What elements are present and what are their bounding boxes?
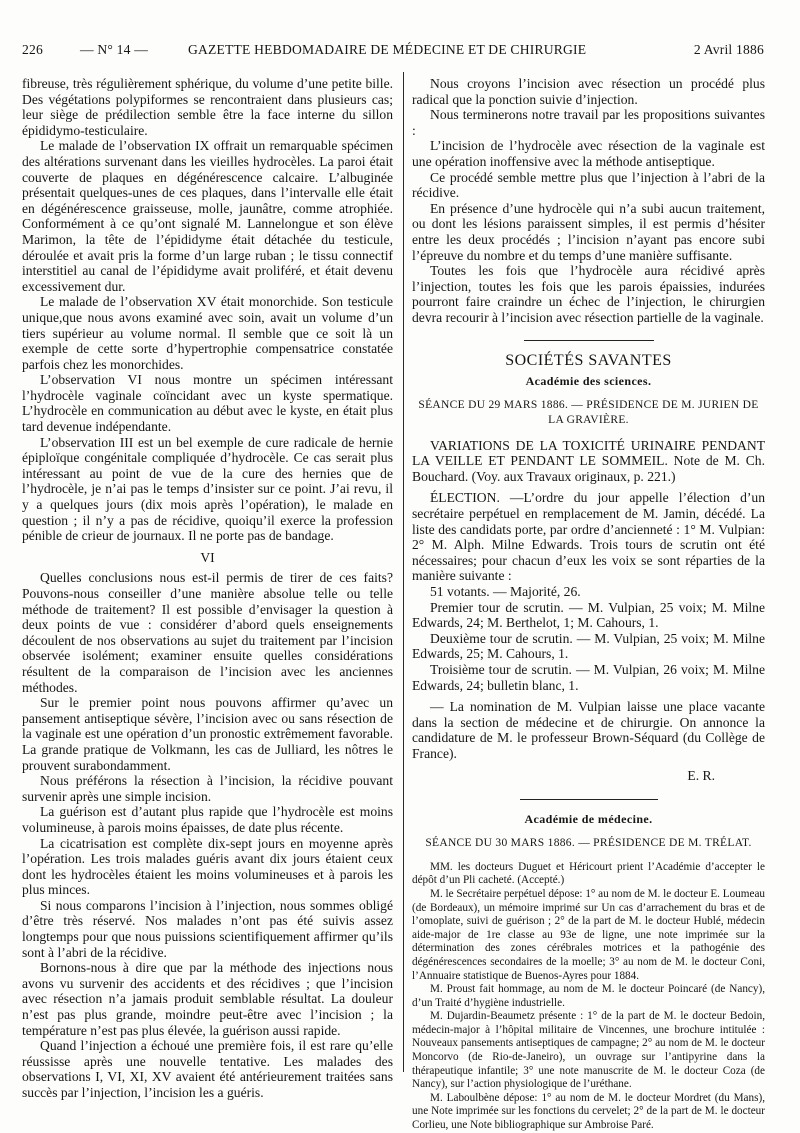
section-separator [524, 340, 654, 341]
paragraph: VARIATIONS DE LA TOXICITÉ URINAIRE PENDANT LA VEILLE ET PENDANT LE SOMMEIL. Note de M. Ch. Bouchard. (Voy. aux Travaux originaux, p. 221.) [412, 437, 765, 484]
paragraph: M. le Secrétaire perpétuel dépose: 1° au nom de M. le docteur E. Loumeau (de Bordeaux), un mémoire imprimé sur Un cas d’arrachement du bras et de l’omoplate, suivi de guérison ; 2° de la part de M. le docteur Hublé, médecin aide-major de 1re classe au 93e de ligne, une note imprimée sur la détermination des zones cérébrales motrices et la pathogénie des dégénérescences secondaires de la moelle; 3° au nom de M. le docteur Coni, l’Annuaire statistique de Buenos-Ayres pour 1884. [412, 887, 766, 982]
paragraph: fibreuse, très régulièrement sphérique, du volume d’une petite bille. Des végétations polypiformes se rencontraient dans plusieurs cas; leur siège de prédilection semble être la face interne du sillon épididymo-testiculaire. [22, 76, 393, 138]
page-header [22, 42, 764, 66]
page-number: 226 [22, 42, 43, 57]
column-divider [403, 72, 404, 1072]
signature: E. R. [687, 767, 715, 783]
journal-title: GAZETTE HEBDOMADAIRE DE MÉDECINE ET DE CHIRURGIE [188, 42, 587, 57]
paragraph: Nous préférons la résection à l’incision, la récidive pouvant survenir après une simple incision. [22, 773, 393, 804]
paragraph: Le malade de l’observation IX offrait un remarquable spécimen des altérations survenant dans les vieilles hydrocèles. La paroi était couverte de plaques en dégénérescence calcaire. L’albuginée présentait quelques-unes de ces plaques, dans l’intervalle elle était en dégénérescence graisseuse, molle, jaunâtre, comme atrophiée. Conformément à ce qu’ont signalé M. Lannelongue et son élève Marimon, la tête de l’épididyme était détachée du testicule, déroulée et avait pris la forme d’un large ruban ; le tissu connectif interstitiel au canal de l’épididyme avait proliféré, et était devenu excessivement dur. [22, 138, 393, 294]
right-column [412, 76, 765, 1133]
paragraph: Bornons-nous à dire que par la méthode des injections nous avons vu survenir des accidents et des récidives ; que l’incision avec résection n’a jamais produit semblable résultat. La douleur n’est pas plus grande, moindre peut-être avec l’incision ; la température n’est pas plus élevée, la guérison aussi rapide. [22, 960, 393, 1038]
paragraph: Quelles conclusions nous est-il permis de tirer de ces faits? Pouvons-nous conseiller d’une manière absolue telle ou telle méthode de traitement? Il est possible d’envisager la question à deux points de vue : considérer d’abord quels enseignements découlent de nos observations au sujet du traitement par l’incision observée isolément; examiner ensuite quelles considérations résultent de la comparaison de l’incision avec les anciennes méthodes. [22, 570, 393, 695]
paragraph: Ce procédé semble mettre plus que l’injection à l’abri de la récidive. [412, 169, 765, 201]
section-heading: SOCIÉTÉS SAVANTES [505, 351, 672, 369]
paragraph: Troisième tour de scrutin. — M. Vulpian, 26 voix; M. Milne Edwards, 24; bulletin blanc, 1. [412, 662, 765, 693]
paragraph: MM. les docteurs Duguet et Héricourt prient l’Académie d’accepter le dépôt d’un Pli cacheté. (Accepté.) [412, 860, 765, 887]
left-column [22, 76, 393, 1101]
paragraph: Si nous comparons l’incision à l’injection, nous sommes obligé d’être très réservé. Nos malades n’ont pas été suivis assez longtemps pour que nous puissions scientifiquement affirmer qu’ils sont à l’abri de la récidive. [22, 897, 393, 960]
issue-date: 2 Avril 1886 [693, 42, 764, 57]
paragraph: M. Laboulbène dépose: 1° au nom de M. le docteur Mordret (du Mans), une Note imprimée sur les fonctions du cervelet; 2° de la part de M. le docteur Corlieu, une Note bibliographique sur Ambroise Paré. [412, 1091, 765, 1132]
issue-number: — N° 14 — [80, 42, 149, 57]
session-heading: SÉANCE DU 30 MARS 1886. — PRÉSIDENCE DE M. TRÉLAT. [425, 836, 752, 849]
paragraph: Premier tour de scrutin. — M. Vulpian, 25 voix; M. Milne Edwards, 24; M. Berthelot, 1; M. Cahours, 1. [412, 599, 765, 631]
section-separator [520, 799, 658, 800]
paragraph: L’observation III est un bel exemple de cure radicale de hernie épiploïque congénitale compliquée d’hydrocèle. Ce cas serait plus intéressant au point de vue de la cure des hernies que de l’hydrocèle, je n’ai pas le temps d’insister sur ce point. J’ai revu, il y a quelques jours (dix mois après l’opération), le malade en question ; il n’y a pas de récidive, quoiqu’il exerce la profession pénible de crieur de journaux. Il ne porte pas de bandage. [22, 434, 393, 544]
paragraph: M. Proust fait hommage, au nom de M. le docteur Poincaré (de Nancy), d’un Traité d’hygiène industrielle. [412, 983, 765, 1009]
paragraph: La guérison est d’autant plus rapide que l’hydrocèle est moins volumineuse, à parois moins épaisses, de date plus récente. [22, 804, 393, 835]
paragraph: Nous croyons l’incision avec résection un procédé plus radical que la ponction suivie d’injection. [412, 76, 765, 107]
paragraph: — La nomination de M. Vulpian laisse une place vacante dans la section de médecine et de chirurgie. On annonce la candidature de M. le professeur Brown-Séquard (du Collège de France). [412, 699, 765, 761]
paragraph: En présence d’une hydrocèle qui n’a subi aucun traitement, ou dont les lésions paraissent simples, il est permis d’hésiter entre les deux procédés ; l’incision n’ayant pas encore subi l’épreuve du nombre et du temps d’une manière suffisante. [412, 200, 765, 263]
session-heading: SÉANCE DU 29 MARS 1886. — PRÉSIDENCE DE M. JURIEN DE LA GRAVIÈRE. [418, 398, 759, 426]
paragraph: 51 votants. — Majorité, 26. [430, 584, 581, 600]
paragraph: La cicatrisation est complète dix-sept jours en moyenne après l’opération. Les trois malades guéris avant dix jours étaient ceux dont les hydrocèles étaient les moins volumineuses et à parois les plus minces. [22, 835, 393, 898]
academy-heading: Académie des sciences. [525, 374, 652, 389]
section-numeral: VI [200, 549, 215, 565]
paragraph: Toutes les fois que l’hydrocèle aura récidivé après l’injection, toutes les fois que les parois épaissies, indurées pourront faire craindre un échec de l’injection, le chirurgien devra recourir à l’incision avec résection partielle de la vaginale. [412, 263, 765, 325]
paragraph: Deuxième tour de scrutin. — M. Vulpian, 25 voix; M. Milne Edwards, 25; M. Cahours, 1. [412, 630, 765, 662]
paragraph: L’observation VI nous montre un spécimen intéressant l’hydrocèle vaginale coïncidant avec un kyste spermatique. L’hydrocèle en communication au début avec le kyste, en était plus tard devenue indépendante. [22, 372, 393, 435]
paragraph: ÉLECTION. —L’ordre du jour appelle l’élection d’un secrétaire perpétuel en remplacement de M. Jamin, décédé. La liste des candidats porte, par ordre d’ancienneté : 1° M. Vulpian: 2° M. Alph. Milne Edwards. Trois tours de scrutin ont été nécessaires; pour chacun d’eux les voix se sont réparties de la manière suivante : [412, 490, 765, 584]
paragraph: Nous terminerons notre travail par les propositions suivantes : [412, 107, 765, 138]
paragraph: Quand l’injection a échoué une première fois, il est rare qu’elle réussisse après une nouvelle tentative. Les malades des observations I, VI, XI, XV avaient été antérieurement traitées sans succès par l’injection, l’incision les a guéris. [22, 1038, 393, 1100]
paragraph: Sur le premier point nous pouvons affirmer qu’avec un pansement antiseptique sévère, l’incision avec ou sans résection de la vaginale est une opération d’un pronostic extrêmement favorable. La grande pratique de Volkmann, les cas de Julliard, les nôtres le prouvent surabondamment. [22, 695, 393, 773]
academy-heading: Académie de médecine. [524, 812, 653, 827]
paragraph: Le malade de l’observation XV était monorchide. Son testicule unique,que nous avons examiné avec soin, avait un volume d’un tiers supérieur au volume normal. Il semble que ce soit là un exemple de cette sorte d’hypertrophie compensatrice constatée parfois chez les monorchides. [22, 294, 393, 372]
paragraph: L’incision de l’hydrocèle avec résection de la vaginale est une opération inoffensive avec la méthode antiseptique. [412, 138, 765, 169]
paragraph: M. Dujardin-Beaumetz présente : 1° de la part de M. le docteur Bedoin, médecin-major à l’hôpital militaire de Vincennes, une brochure intitulée : Nouveaux pansements antiseptiques de campagne; 2° au nom de M. le docteur Moncorvo (de Rio-de-Janeiro), un ouvrage sur l’antipyrine dans la thérapeutique infantile; 3° une note manuscrite de M. le docteur Coza (de Nancy), sur l’action physiologique de l’uréthane. [412, 1010, 765, 1091]
